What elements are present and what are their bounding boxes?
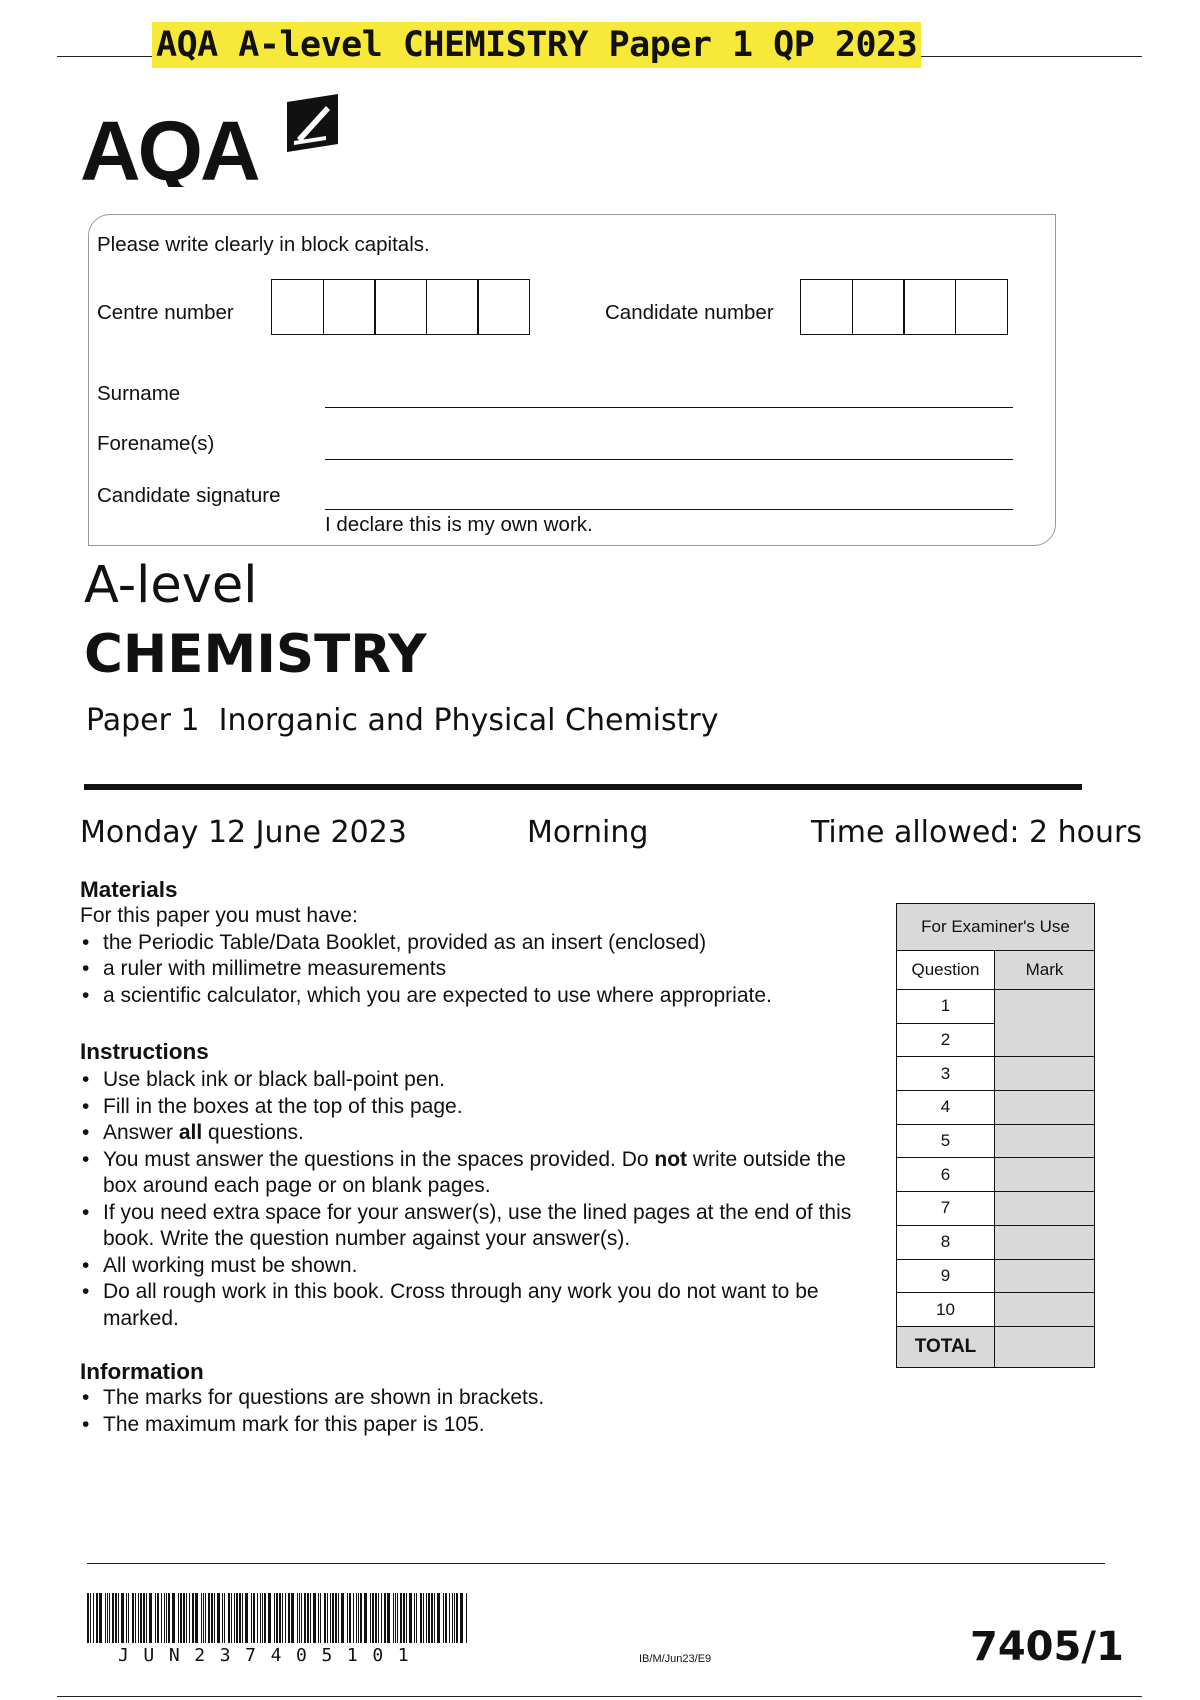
centre-digit-box[interactable] bbox=[374, 279, 427, 335]
barcode-bar bbox=[393, 1593, 394, 1643]
barcode-bar bbox=[140, 1593, 142, 1643]
barcode-bar bbox=[168, 1593, 170, 1643]
svg-text:AQA: AQA bbox=[80, 104, 258, 187]
title-divider bbox=[84, 784, 1082, 790]
barcode-bar bbox=[299, 1593, 300, 1643]
barcode-bar bbox=[180, 1593, 182, 1643]
information-heading: Information bbox=[80, 1359, 204, 1384]
barcode-bar bbox=[132, 1593, 134, 1643]
barcode-bar bbox=[228, 1593, 230, 1643]
barcode-bar bbox=[449, 1593, 450, 1643]
centre-digit-box[interactable] bbox=[477, 279, 530, 335]
barcode-bar bbox=[445, 1593, 447, 1643]
barcode-bar bbox=[245, 1593, 248, 1643]
barcode-bar bbox=[370, 1593, 371, 1643]
barcode-bar bbox=[431, 1593, 433, 1643]
centre-number-label: Centre number bbox=[97, 301, 234, 324]
total-label: TOTAL bbox=[897, 1326, 995, 1367]
list-item: • If you need extra space for your answer(s), use the lined pages at the end of this book. Write the question number against your answer(s). bbox=[80, 1200, 870, 1253]
list-item: • Do all rough work in this book. Cross through any work you do not want to be marked. bbox=[80, 1279, 870, 1332]
list-item: • Answer all questions. bbox=[80, 1120, 870, 1147]
footer-rule bbox=[87, 1563, 1105, 1564]
barcode-bar bbox=[414, 1593, 415, 1643]
centre-digit-box[interactable] bbox=[426, 279, 479, 335]
paper-code: 7405/1 bbox=[970, 1624, 1124, 1670]
barcode-bar bbox=[320, 1593, 321, 1643]
barcode-bar bbox=[121, 1593, 124, 1643]
barcode-bar bbox=[381, 1593, 382, 1643]
forenames-label: Forename(s) bbox=[97, 432, 215, 455]
barcode-bar bbox=[222, 1593, 223, 1643]
barcode-bar bbox=[364, 1593, 367, 1643]
list-item: • a ruler with millimetre measurements bbox=[80, 956, 880, 983]
paper-reference: IB/M/Jun23/E9 bbox=[639, 1653, 712, 1665]
barcode-bar bbox=[208, 1593, 210, 1643]
materials-heading: Materials bbox=[80, 877, 178, 902]
centre-digit-box[interactable] bbox=[271, 279, 324, 335]
barcode-bar bbox=[186, 1593, 187, 1643]
barcode-bar bbox=[224, 1593, 225, 1643]
barcode-bar bbox=[318, 1593, 319, 1643]
barcode-bar bbox=[466, 1593, 467, 1643]
barcode-bar bbox=[460, 1593, 463, 1643]
barcode-bar bbox=[288, 1593, 290, 1643]
exam-date: Monday 12 June 2023 bbox=[80, 815, 407, 850]
barcode-bar bbox=[157, 1593, 159, 1643]
barcode-bar bbox=[251, 1593, 252, 1643]
candidate-digit-box[interactable] bbox=[852, 279, 905, 335]
list-item: • The marks for questions are shown in brackets. bbox=[80, 1385, 870, 1412]
information-section bbox=[80, 1359, 870, 1438]
question-number: 2 bbox=[897, 1023, 995, 1057]
barcode-bar bbox=[301, 1593, 302, 1643]
paper-subtitle-text: Paper 1 Inorganic and Physical Chemistry bbox=[86, 703, 719, 738]
barcode-bar bbox=[107, 1593, 108, 1643]
barcode-bar bbox=[437, 1593, 440, 1643]
signature-label: Candidate signature bbox=[97, 484, 281, 507]
list-item: • Fill in the boxes at the top of this page. bbox=[80, 1094, 870, 1121]
forenames-field[interactable] bbox=[325, 459, 1013, 460]
barcode-bar bbox=[105, 1593, 106, 1643]
barcode-bar bbox=[313, 1593, 316, 1643]
barcode-bar bbox=[335, 1593, 337, 1643]
barcode-bar bbox=[310, 1593, 311, 1643]
barcode-bar bbox=[87, 1593, 89, 1643]
question-number: 1 bbox=[897, 990, 995, 1024]
barcode-bar bbox=[96, 1593, 98, 1643]
barcode-bar bbox=[93, 1593, 94, 1643]
barcode-bar bbox=[205, 1593, 206, 1643]
barcode-bar bbox=[358, 1593, 359, 1643]
barcode-bar bbox=[164, 1593, 165, 1643]
barcode-bar bbox=[304, 1593, 306, 1643]
barcode-bar bbox=[409, 1593, 412, 1643]
barcode-bar bbox=[128, 1593, 129, 1643]
barcode-bar bbox=[330, 1593, 331, 1643]
barcode-bar bbox=[118, 1593, 119, 1643]
barcode-bar bbox=[443, 1593, 444, 1643]
barcode-bar bbox=[257, 1593, 258, 1643]
barcode-bar bbox=[260, 1593, 261, 1643]
barcode-bar bbox=[416, 1593, 417, 1643]
barcode-bar bbox=[360, 1593, 362, 1643]
barcode-bar bbox=[161, 1593, 162, 1643]
barcode-bar bbox=[234, 1593, 235, 1643]
barcode-bar bbox=[423, 1593, 424, 1643]
barcode-bar bbox=[155, 1593, 156, 1643]
barcode-graphic bbox=[87, 1593, 469, 1649]
barcode-bar bbox=[347, 1593, 348, 1643]
barcode-bar bbox=[324, 1593, 326, 1643]
barcode-bar bbox=[384, 1593, 386, 1643]
declaration-text: I declare this is my own work. bbox=[325, 513, 593, 536]
barcode-bar bbox=[203, 1593, 204, 1643]
barcode-bar bbox=[192, 1593, 194, 1643]
barcode-bar bbox=[112, 1593, 114, 1643]
question-number: 5 bbox=[897, 1124, 995, 1158]
barcode-bar bbox=[166, 1593, 167, 1643]
exam-session: Morning bbox=[527, 815, 649, 850]
examiner-use-table bbox=[896, 903, 1095, 1368]
instructions-list bbox=[80, 1067, 870, 1332]
paper-subtitle bbox=[86, 703, 719, 738]
barcode-bar bbox=[143, 1593, 145, 1643]
barcode-bar bbox=[264, 1593, 266, 1643]
barcode-bar bbox=[276, 1593, 278, 1643]
time-allowed: Time allowed: 2 hours bbox=[811, 815, 1143, 850]
subject-title: CHEMISTRY bbox=[84, 624, 427, 685]
instructions-heading: Instructions bbox=[80, 1039, 209, 1064]
barcode-bar bbox=[387, 1593, 390, 1643]
barcode-bar bbox=[126, 1593, 127, 1643]
list-item: • the Periodic Table/Data Booklet, provided as an insert (enclosed) bbox=[80, 930, 880, 957]
barcode-bar bbox=[420, 1593, 422, 1643]
document-banner-title: AQA A-level CHEMISTRY Paper 1 QP 2023 bbox=[152, 22, 921, 68]
question-number: 6 bbox=[897, 1158, 995, 1192]
barcode-bar bbox=[201, 1593, 202, 1643]
signature-field[interactable] bbox=[325, 509, 1013, 510]
barcode-bar bbox=[356, 1593, 357, 1643]
barcode-bar bbox=[426, 1593, 427, 1643]
barcode-bar bbox=[349, 1593, 351, 1643]
barcode-bar bbox=[454, 1593, 455, 1643]
barcode-bar bbox=[456, 1593, 458, 1643]
barcode-bar bbox=[378, 1593, 379, 1643]
barcode-bar bbox=[307, 1593, 309, 1643]
barcode-bar bbox=[372, 1593, 374, 1643]
total-mark-cell bbox=[995, 1326, 1095, 1367]
barcode-bar bbox=[375, 1593, 377, 1643]
mark-column-header: Mark bbox=[995, 951, 1095, 990]
question-column-header: Question bbox=[897, 951, 995, 990]
instructions-section bbox=[80, 1039, 870, 1332]
barcode-bar bbox=[397, 1593, 398, 1643]
question-number: 10 bbox=[897, 1293, 995, 1327]
barcode-bar bbox=[434, 1593, 435, 1643]
examiner-table-heading: For Examiner's Use bbox=[897, 904, 1095, 951]
mark-cell bbox=[995, 990, 1095, 1057]
barcode-bar bbox=[327, 1593, 328, 1643]
barcode-bar bbox=[268, 1593, 271, 1643]
barcode-bar bbox=[214, 1593, 215, 1643]
materials-section bbox=[80, 877, 880, 1009]
barcode-bar bbox=[395, 1593, 396, 1643]
aqa-logo-graphic bbox=[80, 92, 350, 187]
barcode-number: JUN237405101 bbox=[118, 1645, 424, 1666]
barcode-bar bbox=[146, 1593, 147, 1643]
candidate-number-boxes[interactable] bbox=[800, 279, 1008, 335]
barcode-bar bbox=[332, 1593, 334, 1643]
mark-cell bbox=[995, 1225, 1095, 1259]
barcode bbox=[87, 1593, 469, 1649]
candidate-digit-box[interactable] bbox=[800, 279, 853, 335]
barcode-bar bbox=[341, 1593, 344, 1643]
mark-cell bbox=[995, 1259, 1095, 1293]
barcode-bar bbox=[452, 1593, 453, 1643]
question-number: 3 bbox=[897, 1057, 995, 1091]
question-number: 8 bbox=[897, 1225, 995, 1259]
barcode-bar bbox=[149, 1593, 152, 1643]
list-item: • Use black ink or black ball-point pen. bbox=[80, 1067, 870, 1094]
mark-cell bbox=[995, 1293, 1095, 1327]
barcode-bar bbox=[183, 1593, 185, 1643]
list-item: • All working must be shown. bbox=[80, 1253, 870, 1280]
barcode-bar bbox=[211, 1593, 213, 1643]
barcode-bar bbox=[189, 1593, 190, 1643]
centre-number-boxes[interactable] bbox=[271, 279, 530, 335]
page-bottom-rule bbox=[57, 1696, 1142, 1697]
mark-cell bbox=[995, 1192, 1095, 1226]
barcode-bar bbox=[253, 1593, 255, 1643]
barcode-bar bbox=[282, 1593, 283, 1643]
centre-digit-box[interactable] bbox=[323, 279, 376, 335]
barcode-bar bbox=[217, 1593, 220, 1643]
barcode-bar bbox=[138, 1593, 139, 1643]
question-number: 9 bbox=[897, 1259, 995, 1293]
barcode-bar bbox=[172, 1593, 175, 1643]
question-number: 4 bbox=[897, 1091, 995, 1125]
barcode-bar bbox=[115, 1593, 117, 1643]
barcode-bar bbox=[178, 1593, 179, 1643]
barcode-bar bbox=[285, 1593, 286, 1643]
barcode-bar bbox=[403, 1593, 405, 1643]
barcode-bar bbox=[279, 1593, 281, 1643]
candidate-digit-box[interactable] bbox=[955, 279, 1008, 335]
materials-intro: For this paper you must have: bbox=[80, 904, 358, 927]
barcode-bar bbox=[406, 1593, 407, 1643]
barcode-bar bbox=[90, 1593, 91, 1643]
materials-list bbox=[80, 930, 880, 1010]
list-item: • The maximum mark for this paper is 105. bbox=[80, 1412, 870, 1439]
barcode-bar bbox=[195, 1593, 198, 1643]
barcode-bar bbox=[353, 1593, 354, 1643]
barcode-bar bbox=[291, 1593, 294, 1643]
mark-cell bbox=[995, 1158, 1095, 1192]
qualification-level: A-level bbox=[84, 556, 258, 615]
barcode-bar bbox=[236, 1593, 238, 1643]
barcode-bar bbox=[239, 1593, 241, 1643]
candidate-digit-box[interactable] bbox=[903, 279, 956, 335]
candidate-number-label: Candidate number bbox=[605, 301, 774, 324]
examiner-table bbox=[896, 903, 1095, 1368]
list-item: • You must answer the questions in the spaces provided. Do not write outside the box around each page or on blank pages. bbox=[80, 1147, 870, 1200]
mark-cell bbox=[995, 1057, 1095, 1091]
barcode-bar bbox=[400, 1593, 402, 1643]
barcode-bar bbox=[109, 1593, 110, 1643]
barcode-bar bbox=[135, 1593, 136, 1643]
block-capitals-instruction: Please write clearly in block capitals. bbox=[97, 233, 430, 256]
aqa-logo bbox=[80, 92, 350, 187]
list-item: • a scientific calculator, which you are expected to use where appropriate. bbox=[80, 983, 880, 1010]
barcode-bar bbox=[262, 1593, 263, 1643]
barcode-bar bbox=[242, 1593, 243, 1643]
barcode-bar bbox=[274, 1593, 275, 1643]
surname-label: Surname bbox=[97, 382, 181, 405]
barcode-bar bbox=[99, 1593, 102, 1643]
information-list bbox=[80, 1385, 870, 1438]
question-number: 7 bbox=[897, 1192, 995, 1226]
barcode-bar bbox=[338, 1593, 339, 1643]
mark-cell bbox=[995, 1091, 1095, 1125]
mark-cell bbox=[995, 1124, 1095, 1158]
barcode-bar bbox=[428, 1593, 430, 1643]
barcode-bar bbox=[297, 1593, 298, 1643]
surname-field[interactable] bbox=[325, 407, 1013, 408]
barcode-bar bbox=[231, 1593, 232, 1643]
